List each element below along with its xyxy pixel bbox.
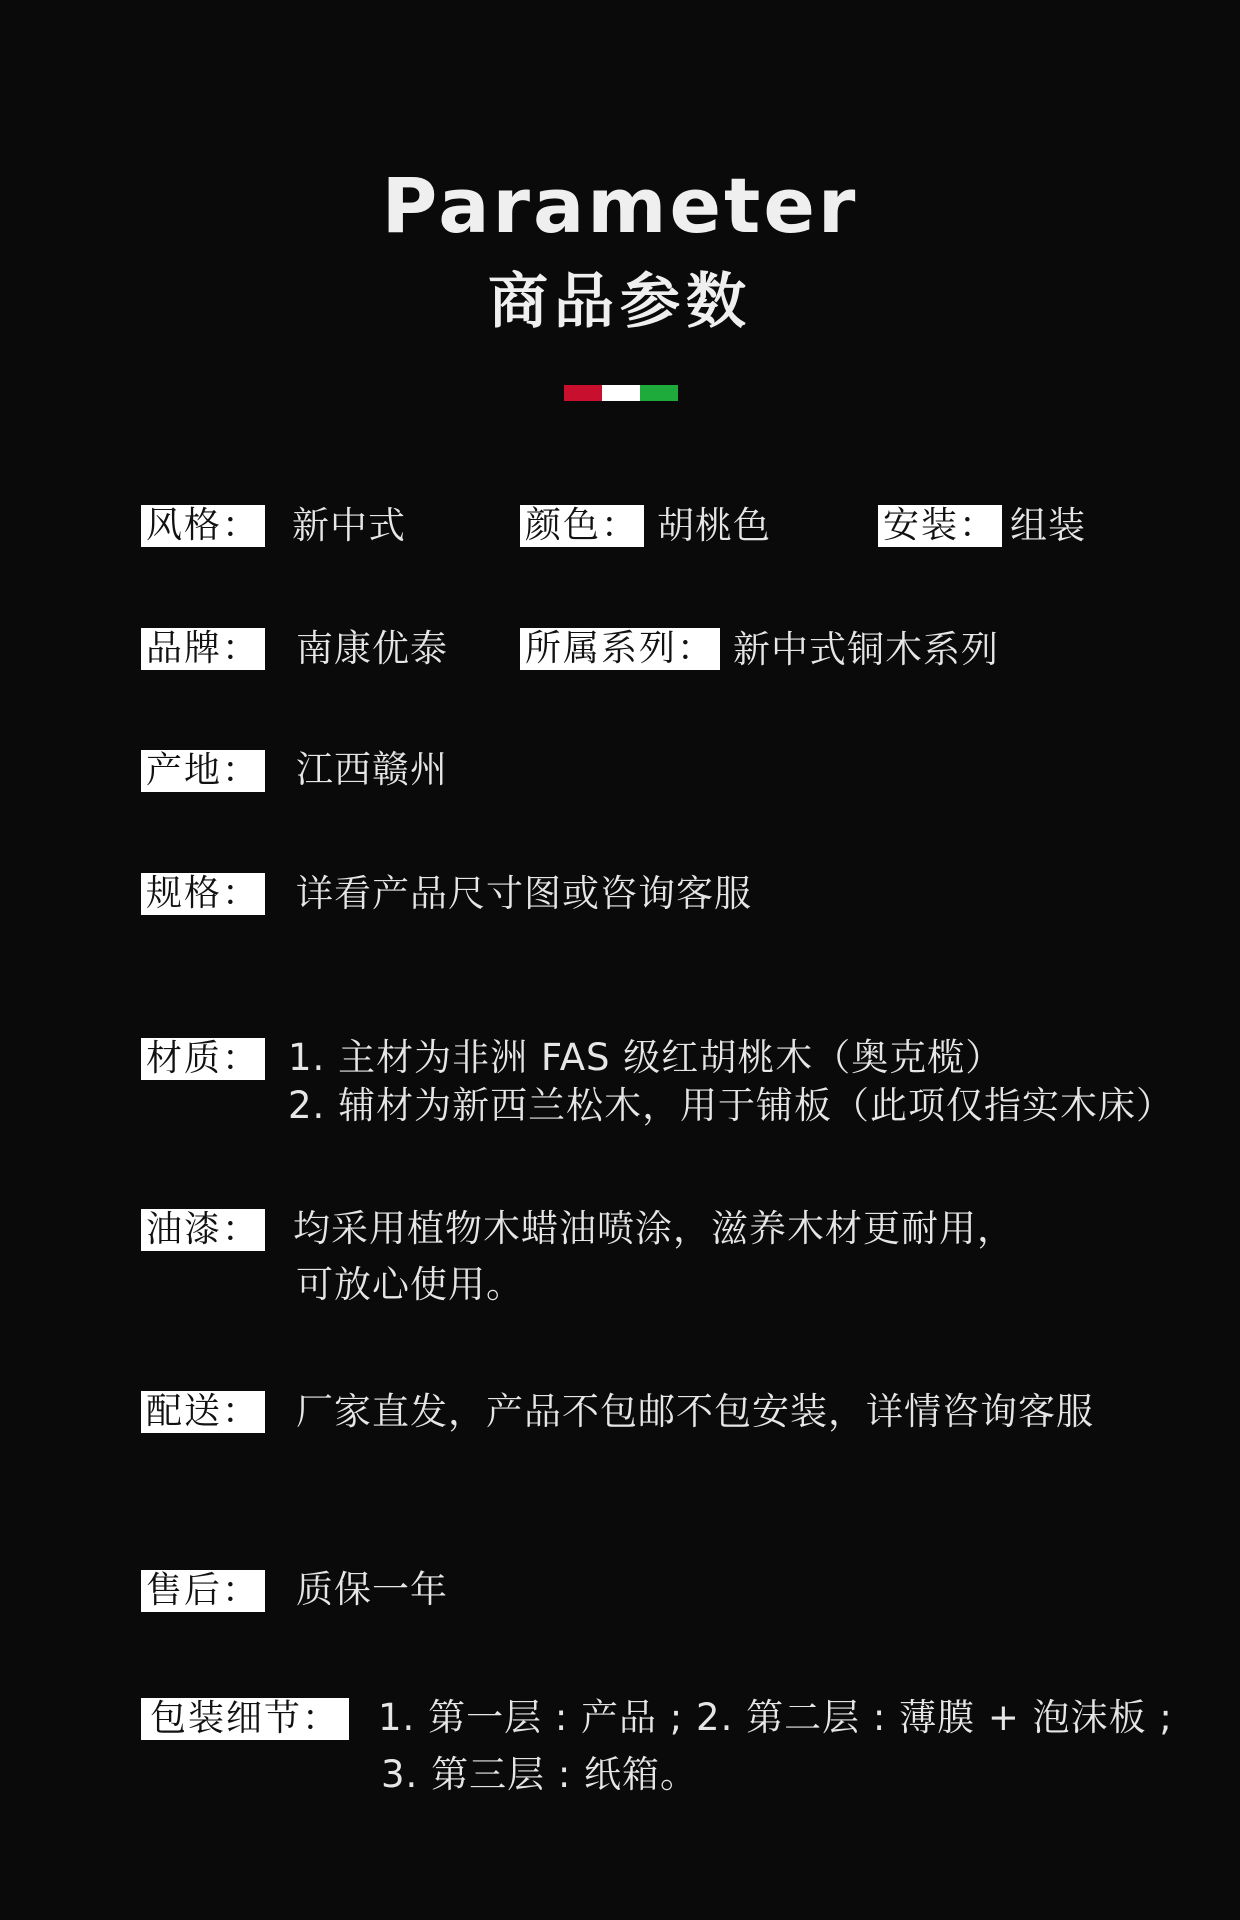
brand-value: 南康优泰	[296, 627, 448, 670]
style-label: 风格：	[141, 505, 265, 547]
origin-value: 江西赣州	[296, 748, 448, 791]
material-line-1: 1. 主材为非洲 FAS 级红胡桃木（奥克榄）	[288, 1036, 1004, 1079]
delivery-value: 厂家直发，产品不包邮不包安装，详情咨询客服	[296, 1390, 1094, 1433]
spec-value: 详看产品尺寸图或咨询客服	[296, 872, 752, 915]
flag-green-stripe	[640, 385, 678, 401]
brand-label: 品牌：	[141, 628, 265, 670]
series-value: 新中式铜木系列	[733, 628, 999, 671]
spec-label: 规格：	[141, 873, 265, 915]
install-label: 安装：	[878, 505, 1002, 547]
flag-white-stripe	[602, 385, 640, 401]
flag-divider	[564, 385, 678, 401]
paint-line-1: 均采用植物木蜡油喷涂，滋养木材更耐用，	[293, 1207, 1015, 1250]
aftersale-label: 售后：	[141, 1570, 265, 1612]
style-value: 新中式	[292, 504, 406, 547]
series-label: 所属系列：	[520, 628, 720, 670]
packaging-label: 包装细节：	[141, 1698, 349, 1740]
color-label: 颜色：	[520, 505, 644, 547]
color-value: 胡桃色	[657, 504, 771, 547]
material-label: 材质：	[141, 1038, 265, 1080]
origin-label: 产地：	[141, 750, 265, 792]
page-title-en: Parameter	[381, 161, 859, 250]
aftersale-value: 质保一年	[296, 1568, 448, 1611]
material-line-2: 2. 辅材为新西兰松木，用于铺板（此项仅指实木床）	[288, 1084, 1175, 1127]
paint-line-2: 可放心使用。	[296, 1263, 524, 1306]
install-value: 组装	[1010, 504, 1086, 547]
flag-red-stripe	[564, 385, 602, 401]
page-title-cn: 商品参数	[488, 267, 752, 337]
delivery-label: 配送：	[141, 1391, 265, 1433]
packaging-line-1: 1. 第一层 : 产品 ; 2. 第二层 : 薄膜 + 泡沫板 ;	[378, 1696, 1173, 1739]
paint-label: 油漆：	[141, 1209, 265, 1251]
packaging-line-2: 3. 第三层 : 纸箱。	[381, 1753, 699, 1796]
